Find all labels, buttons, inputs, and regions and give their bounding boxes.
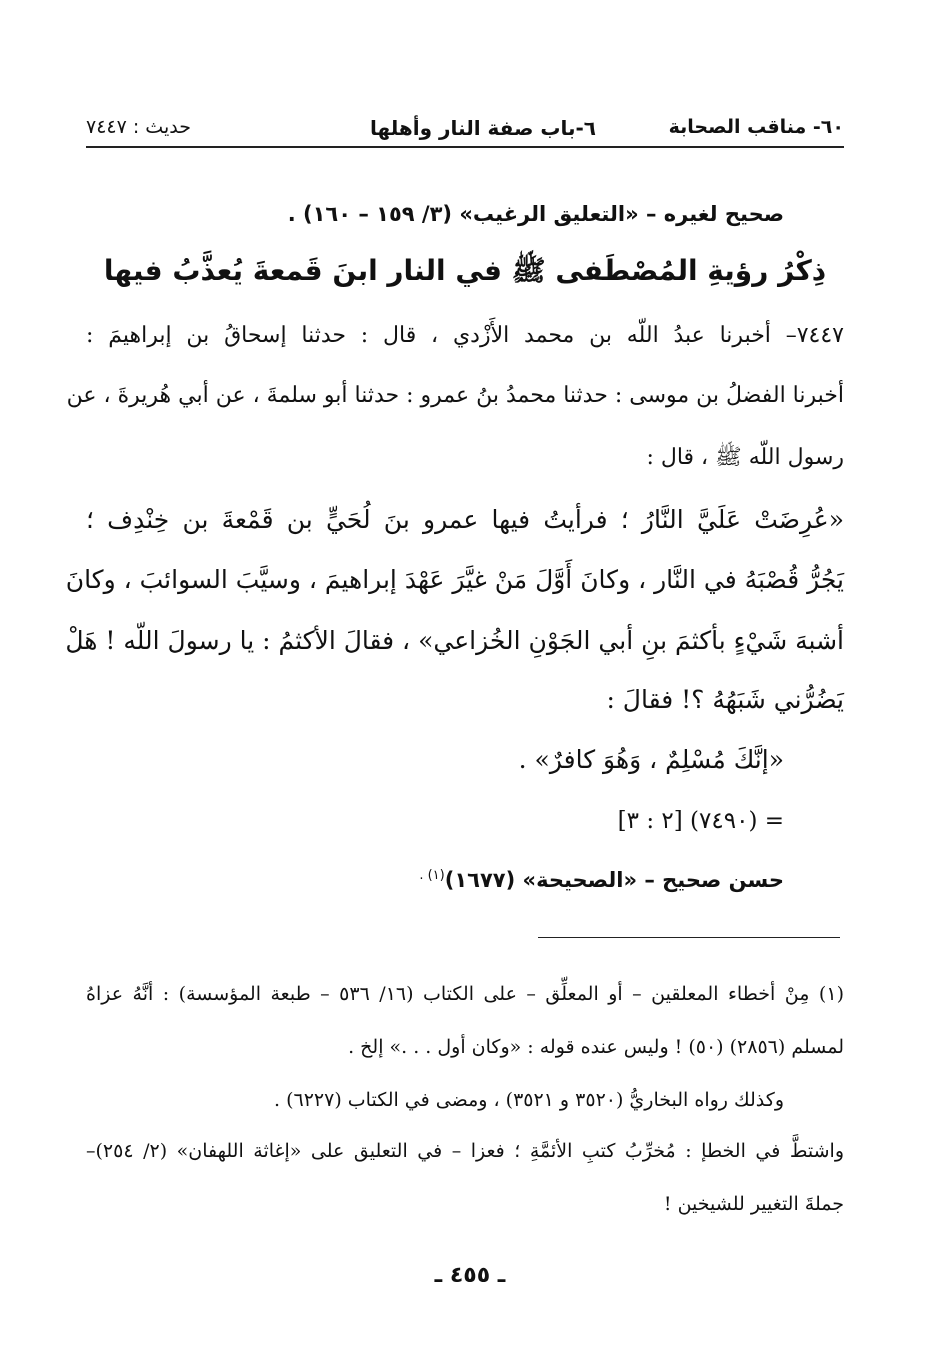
isnad-line-3: رسول اللّه ﷺ ، قال : [646,445,844,470]
grade-bottom-text: حسن صحيح – «الصحيحة» (١٦٧٧) [444,868,784,892]
header-hadith-ref: حديث : ٧٤٤٧ [86,116,191,138]
page-number: ـ ٤٥٥ ـ [434,1263,506,1288]
footnote-marker: (١) . [419,868,445,883]
footnote-line-2: لمسلم (٢٨٥٦) (٥٠) ! وليس عنده قوله : «وكان أول . . .» إلخ . [348,1036,844,1058]
main-text [65,0,844,1371]
chapter-title: ذِكْرُ رؤيةِ المُصْطَفى ﷺ في النار ابنَ قَمعةَ يُعذَّبُ فيها [103,254,827,287]
footnote-line-1: (١) مِنْ أخطاء المعلقين – أو المعلِّق – على الكتاب (١٦/ ٥٣٦ – طبعة المؤسسة) : أنَّهُ عزاهُ [86,983,844,1005]
header-chapter: ٦-باب صفة النار وأهلها [370,116,596,140]
matn-line-4: يَضُرُّني شَبَهُهُ ؟! فقالَ : [606,685,844,714]
matn-line-1: «عُرِضَتْ عَلَيَّ النَّارُ ؛ فرأيتُ فيها عمرو بنَ لُحَيٍّ بن قَمْعةَ بن خِنْدِف ؛ [86,505,844,534]
footnote-line-4: واشتطَّ في الخطإ : مُخرِّبُ كتبِ الأئمَّةِ ؛ فعزا – في التعليق على «إغاثة اللهفان» (٢/ ٢٥٤)– [86,1140,844,1162]
grade-bottom [86,868,784,892]
matn-line-3: أشبهَ شَيْءٍ بأكثمَ بنِ أبي الجَوْنِ الخُزاعي» ، فقالَ الأكثمُ : يا رسولَ اللّه ! هَلْ [65,626,844,655]
isnad-line-1: ٧٤٤٧– أخبرنا عبدُ اللّه بن محمد الأَزْدي ، قال : حدثنا إسحاقُ بن إبراهيمَ : [86,323,844,348]
grade-top: صحيح لغيره – «التعليق الرغيب» (٣/ ١٥٩ – ١٦٠) . [287,202,784,226]
isnad-line-2: أخبرنا الفضلُ بن موسى : حدثنا محمدُ بنُ عمرو : حدثنا أبو سلمةَ ، عن أبي هُريرةَ ، عن [66,383,844,408]
header-section: ٦٠- مناقب الصحابة [668,116,844,138]
footnote-line-5: جملةَ التغيير للشيخين ! [663,1193,844,1215]
matn-line-2: يَجُرُّ قُصْبَهُ في النَّار ، وكانَ أَوَّلَ مَنْ غيَّرَ عَهْدَ إبراهيمَ ، وسيَّبَ السوائبَ ، وكانَ [65,565,844,594]
footnote-line-3: وكذلك رواه البخاريُّ (٣٥٢٠ و ٣٥٢١) ، ومضى في الكتاب (٦٢٢٧) . [274,1089,784,1111]
cross-reference: = (٧٤٩٠) [٢ : ٣] [617,808,784,834]
matn-line-5: «إنَّكَ مُسْلِمٌ ، وَهُوَ كافرٌ» . [518,745,784,774]
footnote-separator [538,937,840,938]
